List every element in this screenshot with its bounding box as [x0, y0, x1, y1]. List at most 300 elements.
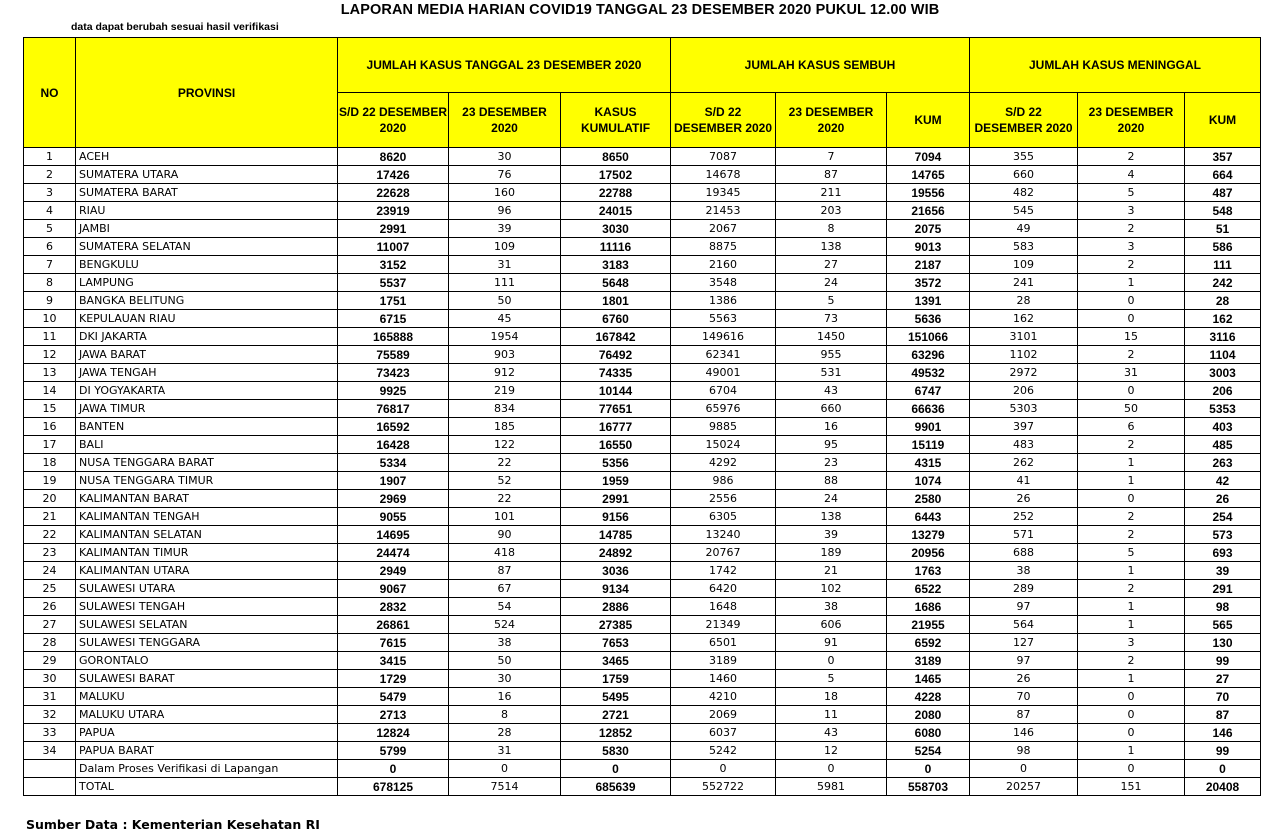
kasus-sd22-cell: 16428	[338, 436, 449, 454]
kasus-23des-cell: 30	[449, 670, 561, 688]
meninggal-kum-cell: 28	[1185, 292, 1261, 310]
table-row	[24, 436, 1261, 454]
sembuh-23des-cell: 955	[776, 346, 887, 364]
kasus-kumulatif-cell: 9134	[561, 580, 671, 598]
kasus-23des-cell: 524	[449, 616, 561, 634]
meninggal-kum-cell: 242	[1185, 274, 1261, 292]
sembuh-sd22-cell: 552722	[671, 778, 776, 796]
header-kasus-sd22: S/D 22 DESEMBER 2020	[338, 93, 449, 148]
meninggal-23des-cell: 2	[1078, 148, 1185, 166]
row-number-cell: 3	[24, 184, 76, 202]
row-number-cell	[24, 778, 76, 796]
sembuh-23des-cell: 7	[776, 148, 887, 166]
kasus-23des-cell: 122	[449, 436, 561, 454]
kasus-23des-cell: 1954	[449, 328, 561, 346]
kasus-sd22-cell: 76817	[338, 400, 449, 418]
header-kasus-23des: 23 DESEMBER 2020	[449, 93, 561, 148]
meninggal-kum-cell: 487	[1185, 184, 1261, 202]
meninggal-sd22-cell: 688	[970, 544, 1078, 562]
kasus-kumulatif-cell: 24015	[561, 202, 671, 220]
header-kasus-kumulatif: KASUS KUMULATIF	[561, 93, 671, 148]
meninggal-kum-cell: 254	[1185, 508, 1261, 526]
sembuh-23des-cell: 43	[776, 382, 887, 400]
sembuh-sd22-cell: 2556	[671, 490, 776, 508]
meninggal-sd22-cell: 355	[970, 148, 1078, 166]
sembuh-23des-cell: 138	[776, 508, 887, 526]
row-number-cell: 1	[24, 148, 76, 166]
sembuh-sd22-cell: 9885	[671, 418, 776, 436]
sembuh-sd22-cell: 149616	[671, 328, 776, 346]
kasus-sd22-cell: 11007	[338, 238, 449, 256]
meninggal-kum-cell: 357	[1185, 148, 1261, 166]
table-row	[24, 688, 1261, 706]
row-number-cell: 10	[24, 310, 76, 328]
meninggal-kum-cell: 99	[1185, 742, 1261, 760]
sembuh-kum-cell: 2187	[887, 256, 970, 274]
meninggal-23des-cell: 1	[1078, 598, 1185, 616]
kasus-sd22-cell: 9925	[338, 382, 449, 400]
kasus-kumulatif-cell: 77651	[561, 400, 671, 418]
kasus-sd22-cell: 1907	[338, 472, 449, 490]
table-row	[24, 148, 1261, 166]
sembuh-kum-cell: 3572	[887, 274, 970, 292]
meninggal-kum-cell: 162	[1185, 310, 1261, 328]
meninggal-23des-cell: 0	[1078, 310, 1185, 328]
table-row	[24, 526, 1261, 544]
sembuh-sd22-cell: 62341	[671, 346, 776, 364]
row-number-cell: 23	[24, 544, 76, 562]
province-name-cell: SULAWESI TENGAH	[76, 598, 338, 616]
header-meninggal-23des: 23 DESEMBER 2020	[1078, 93, 1185, 148]
province-name-cell: PAPUA BARAT	[76, 742, 338, 760]
kasus-sd22-cell: 5799	[338, 742, 449, 760]
meninggal-kum-cell: 26	[1185, 490, 1261, 508]
meninggal-23des-cell: 5	[1078, 544, 1185, 562]
row-number-cell: 5	[24, 220, 76, 238]
meninggal-23des-cell: 3	[1078, 238, 1185, 256]
meninggal-kum-cell: 70	[1185, 688, 1261, 706]
table-row	[24, 202, 1261, 220]
meninggal-23des-cell: 0	[1078, 706, 1185, 724]
sembuh-sd22-cell: 1386	[671, 292, 776, 310]
kasus-23des-cell: 834	[449, 400, 561, 418]
kasus-kumulatif-cell: 685639	[561, 778, 671, 796]
kasus-kumulatif-cell: 27385	[561, 616, 671, 634]
meninggal-kum-cell: 111	[1185, 256, 1261, 274]
table-row	[24, 724, 1261, 742]
meninggal-sd22-cell: 583	[970, 238, 1078, 256]
sembuh-kum-cell: 19556	[887, 184, 970, 202]
sembuh-23des-cell: 12	[776, 742, 887, 760]
meninggal-sd22-cell: 0	[970, 760, 1078, 778]
kasus-kumulatif-cell: 10144	[561, 382, 671, 400]
kasus-23des-cell: 903	[449, 346, 561, 364]
table-row	[24, 238, 1261, 256]
sembuh-sd22-cell: 0	[671, 760, 776, 778]
province-name-cell: BANTEN	[76, 418, 338, 436]
header-meninggal-kum: KUM	[1185, 93, 1261, 148]
kasus-kumulatif-cell: 12852	[561, 724, 671, 742]
table-row	[24, 418, 1261, 436]
sembuh-sd22-cell: 19345	[671, 184, 776, 202]
kasus-23des-cell: 96	[449, 202, 561, 220]
meninggal-sd22-cell: 28	[970, 292, 1078, 310]
meninggal-23des-cell: 1	[1078, 670, 1185, 688]
kasus-23des-cell: 0	[449, 760, 561, 778]
table-row	[24, 292, 1261, 310]
meninggal-kum-cell: 130	[1185, 634, 1261, 652]
sembuh-23des-cell: 531	[776, 364, 887, 382]
kasus-kumulatif-cell: 5648	[561, 274, 671, 292]
header-group-kasus: JUMLAH KASUS TANGGAL 23 DESEMBER 2020	[338, 38, 671, 93]
kasus-23des-cell: 912	[449, 364, 561, 382]
kasus-23des-cell: 160	[449, 184, 561, 202]
sembuh-sd22-cell: 6420	[671, 580, 776, 598]
row-number-cell: 28	[24, 634, 76, 652]
kasus-sd22-cell: 165888	[338, 328, 449, 346]
table-row	[24, 490, 1261, 508]
province-name-cell: KALIMANTAN SELATAN	[76, 526, 338, 544]
kasus-sd22-cell: 1751	[338, 292, 449, 310]
sembuh-23des-cell: 43	[776, 724, 887, 742]
kasus-kumulatif-cell: 17502	[561, 166, 671, 184]
kasus-sd22-cell: 12824	[338, 724, 449, 742]
province-name-cell: Dalam Proses Verifikasi di Lapangan	[76, 760, 338, 778]
sembuh-sd22-cell: 13240	[671, 526, 776, 544]
kasus-kumulatif-cell: 3183	[561, 256, 671, 274]
kasus-sd22-cell: 17426	[338, 166, 449, 184]
row-number-cell: 15	[24, 400, 76, 418]
sembuh-23des-cell: 5	[776, 670, 887, 688]
province-name-cell: NUSA TENGGARA BARAT	[76, 454, 338, 472]
meninggal-kum-cell: 42	[1185, 472, 1261, 490]
sembuh-sd22-cell: 4292	[671, 454, 776, 472]
sembuh-23des-cell: 0	[776, 760, 887, 778]
row-number-cell: 2	[24, 166, 76, 184]
meninggal-23des-cell: 2	[1078, 346, 1185, 364]
sembuh-sd22-cell: 4210	[671, 688, 776, 706]
sembuh-kum-cell: 13279	[887, 526, 970, 544]
table-row	[24, 580, 1261, 598]
sembuh-23des-cell: 39	[776, 526, 887, 544]
province-name-cell: LAMPUNG	[76, 274, 338, 292]
sembuh-kum-cell: 6592	[887, 634, 970, 652]
sembuh-kum-cell: 9013	[887, 238, 970, 256]
sembuh-sd22-cell: 20767	[671, 544, 776, 562]
kasus-sd22-cell: 26861	[338, 616, 449, 634]
meninggal-kum-cell: 146	[1185, 724, 1261, 742]
row-number-cell: 30	[24, 670, 76, 688]
sembuh-kum-cell: 2075	[887, 220, 970, 238]
meninggal-sd22-cell: 2972	[970, 364, 1078, 382]
meninggal-23des-cell: 5	[1078, 184, 1185, 202]
province-name-cell: PAPUA	[76, 724, 338, 742]
province-name-cell: TOTAL	[76, 778, 338, 796]
sembuh-kum-cell: 5254	[887, 742, 970, 760]
sembuh-sd22-cell: 1460	[671, 670, 776, 688]
table-row	[24, 274, 1261, 292]
table-row	[24, 400, 1261, 418]
sembuh-23des-cell: 5981	[776, 778, 887, 796]
meninggal-sd22-cell: 70	[970, 688, 1078, 706]
meninggal-23des-cell: 6	[1078, 418, 1185, 436]
province-name-cell: SULAWESI BARAT	[76, 670, 338, 688]
meninggal-sd22-cell: 571	[970, 526, 1078, 544]
meninggal-23des-cell: 2	[1078, 436, 1185, 454]
table-row	[24, 256, 1261, 274]
sembuh-sd22-cell: 65976	[671, 400, 776, 418]
kasus-kumulatif-cell: 2886	[561, 598, 671, 616]
sembuh-23des-cell: 73	[776, 310, 887, 328]
kasus-sd22-cell: 7615	[338, 634, 449, 652]
meninggal-23des-cell: 0	[1078, 760, 1185, 778]
kasus-kumulatif-cell: 16550	[561, 436, 671, 454]
row-number-cell: 33	[24, 724, 76, 742]
meninggal-23des-cell: 1	[1078, 454, 1185, 472]
row-number-cell: 24	[24, 562, 76, 580]
meninggal-kum-cell: 3003	[1185, 364, 1261, 382]
meninggal-23des-cell: 1	[1078, 274, 1185, 292]
data-source: Sumber Data : Kementerian Kesehatan RI	[26, 817, 320, 832]
kasus-sd22-cell: 5537	[338, 274, 449, 292]
row-number-cell: 31	[24, 688, 76, 706]
sembuh-23des-cell: 211	[776, 184, 887, 202]
meninggal-sd22-cell: 397	[970, 418, 1078, 436]
province-name-cell: JAWA BARAT	[76, 346, 338, 364]
sembuh-23des-cell: 606	[776, 616, 887, 634]
sembuh-kum-cell: 66636	[887, 400, 970, 418]
kasus-sd22-cell: 2713	[338, 706, 449, 724]
meninggal-23des-cell: 2	[1078, 508, 1185, 526]
meninggal-sd22-cell: 482	[970, 184, 1078, 202]
kasus-23des-cell: 109	[449, 238, 561, 256]
province-name-cell: KALIMANTAN BARAT	[76, 490, 338, 508]
meninggal-23des-cell: 50	[1078, 400, 1185, 418]
kasus-kumulatif-cell: 5830	[561, 742, 671, 760]
province-name-cell: SUMATERA UTARA	[76, 166, 338, 184]
sembuh-23des-cell: 16	[776, 418, 887, 436]
sembuh-sd22-cell: 21453	[671, 202, 776, 220]
table-row	[24, 652, 1261, 670]
sembuh-kum-cell: 558703	[887, 778, 970, 796]
table-row	[24, 472, 1261, 490]
meninggal-sd22-cell: 483	[970, 436, 1078, 454]
meninggal-sd22-cell: 162	[970, 310, 1078, 328]
meninggal-kum-cell: 693	[1185, 544, 1261, 562]
sembuh-kum-cell: 2580	[887, 490, 970, 508]
province-name-cell: JAWA TIMUR	[76, 400, 338, 418]
kasus-23des-cell: 7514	[449, 778, 561, 796]
meninggal-23des-cell: 1	[1078, 562, 1185, 580]
kasus-kumulatif-cell: 14785	[561, 526, 671, 544]
kasus-sd22-cell: 678125	[338, 778, 449, 796]
table-row	[24, 598, 1261, 616]
sembuh-sd22-cell: 5242	[671, 742, 776, 760]
kasus-23des-cell: 31	[449, 256, 561, 274]
meninggal-kum-cell: 548	[1185, 202, 1261, 220]
sembuh-kum-cell: 4315	[887, 454, 970, 472]
province-name-cell: KALIMANTAN UTARA	[76, 562, 338, 580]
kasus-23des-cell: 22	[449, 454, 561, 472]
sembuh-kum-cell: 1763	[887, 562, 970, 580]
row-number-cell: 8	[24, 274, 76, 292]
row-number-cell: 12	[24, 346, 76, 364]
kasus-kumulatif-cell: 11116	[561, 238, 671, 256]
meninggal-sd22-cell: 206	[970, 382, 1078, 400]
row-number-cell: 11	[24, 328, 76, 346]
province-name-cell: MALUKU UTARA	[76, 706, 338, 724]
table-row	[24, 742, 1261, 760]
meninggal-kum-cell: 51	[1185, 220, 1261, 238]
sembuh-23des-cell: 0	[776, 652, 887, 670]
sembuh-23des-cell: 88	[776, 472, 887, 490]
sembuh-sd22-cell: 3189	[671, 652, 776, 670]
table-row	[24, 184, 1261, 202]
sembuh-23des-cell: 11	[776, 706, 887, 724]
meninggal-23des-cell: 2	[1078, 220, 1185, 238]
meninggal-kum-cell: 573	[1185, 526, 1261, 544]
sembuh-sd22-cell: 986	[671, 472, 776, 490]
kasus-sd22-cell: 9067	[338, 580, 449, 598]
kasus-sd22-cell: 8620	[338, 148, 449, 166]
meninggal-sd22-cell: 97	[970, 598, 1078, 616]
meninggal-sd22-cell: 545	[970, 202, 1078, 220]
kasus-23des-cell: 8	[449, 706, 561, 724]
kasus-23des-cell: 76	[449, 166, 561, 184]
sembuh-sd22-cell: 14678	[671, 166, 776, 184]
kasus-kumulatif-cell: 2721	[561, 706, 671, 724]
meninggal-kum-cell: 3116	[1185, 328, 1261, 346]
sembuh-kum-cell: 21656	[887, 202, 970, 220]
sembuh-23des-cell: 27	[776, 256, 887, 274]
sembuh-kum-cell: 1074	[887, 472, 970, 490]
meninggal-23des-cell: 151	[1078, 778, 1185, 796]
header-group-sembuh: JUMLAH KASUS SEMBUH	[671, 38, 970, 93]
meninggal-sd22-cell: 41	[970, 472, 1078, 490]
sembuh-sd22-cell: 49001	[671, 364, 776, 382]
table-row	[24, 778, 1261, 796]
province-name-cell: ACEH	[76, 148, 338, 166]
kasus-sd22-cell: 1729	[338, 670, 449, 688]
kasus-sd22-cell: 14695	[338, 526, 449, 544]
meninggal-sd22-cell: 127	[970, 634, 1078, 652]
meninggal-sd22-cell: 146	[970, 724, 1078, 742]
header-sembuh-23des: 23 DESEMBER 2020	[776, 93, 887, 148]
sembuh-sd22-cell: 3548	[671, 274, 776, 292]
sembuh-kum-cell: 14765	[887, 166, 970, 184]
sembuh-sd22-cell: 6704	[671, 382, 776, 400]
sembuh-kum-cell: 1391	[887, 292, 970, 310]
report-title: LAPORAN MEDIA HARIAN COVID19 TANGGAL 23 DESEMBER 2020 PUKUL 12.00 WIB	[340, 2, 940, 18]
kasus-sd22-cell: 3415	[338, 652, 449, 670]
row-number-cell: 18	[24, 454, 76, 472]
kasus-23des-cell: 31	[449, 742, 561, 760]
meninggal-sd22-cell: 1102	[970, 346, 1078, 364]
kasus-kumulatif-cell: 5356	[561, 454, 671, 472]
table-row	[24, 454, 1261, 472]
kasus-kumulatif-cell: 3030	[561, 220, 671, 238]
sembuh-kum-cell: 2080	[887, 706, 970, 724]
meninggal-sd22-cell: 97	[970, 652, 1078, 670]
table-row	[24, 328, 1261, 346]
kasus-sd22-cell: 2949	[338, 562, 449, 580]
meninggal-kum-cell: 0	[1185, 760, 1261, 778]
kasus-23des-cell: 30	[449, 148, 561, 166]
meninggal-sd22-cell: 87	[970, 706, 1078, 724]
kasus-sd22-cell: 75589	[338, 346, 449, 364]
table-row	[24, 634, 1261, 652]
meninggal-kum-cell: 39	[1185, 562, 1261, 580]
kasus-23des-cell: 111	[449, 274, 561, 292]
sembuh-23des-cell: 38	[776, 598, 887, 616]
table-row	[24, 562, 1261, 580]
table-row	[24, 166, 1261, 184]
table-row	[24, 760, 1261, 778]
meninggal-kum-cell: 403	[1185, 418, 1261, 436]
meninggal-23des-cell: 2	[1078, 580, 1185, 598]
meninggal-sd22-cell: 26	[970, 490, 1078, 508]
province-name-cell: KEPULAUAN RIAU	[76, 310, 338, 328]
kasus-sd22-cell: 5479	[338, 688, 449, 706]
sembuh-23des-cell: 660	[776, 400, 887, 418]
meninggal-23des-cell: 0	[1078, 490, 1185, 508]
kasus-sd22-cell: 6715	[338, 310, 449, 328]
kasus-23des-cell: 418	[449, 544, 561, 562]
row-number-cell: 20	[24, 490, 76, 508]
row-number-cell: 26	[24, 598, 76, 616]
meninggal-23des-cell: 2	[1078, 526, 1185, 544]
meninggal-sd22-cell: 98	[970, 742, 1078, 760]
sembuh-kum-cell: 49532	[887, 364, 970, 382]
sembuh-kum-cell: 3189	[887, 652, 970, 670]
meninggal-23des-cell: 0	[1078, 292, 1185, 310]
kasus-sd22-cell: 73423	[338, 364, 449, 382]
sembuh-sd22-cell: 6305	[671, 508, 776, 526]
sembuh-sd22-cell: 2067	[671, 220, 776, 238]
kasus-kumulatif-cell: 6760	[561, 310, 671, 328]
province-name-cell: NUSA TENGGARA TIMUR	[76, 472, 338, 490]
kasus-kumulatif-cell: 74335	[561, 364, 671, 382]
meninggal-sd22-cell: 289	[970, 580, 1078, 598]
sembuh-23des-cell: 21	[776, 562, 887, 580]
row-number-cell: 22	[24, 526, 76, 544]
kasus-sd22-cell: 16592	[338, 418, 449, 436]
sembuh-sd22-cell: 1648	[671, 598, 776, 616]
header-sembuh-sd22: S/D 22 DESEMBER 2020	[671, 93, 776, 148]
kasus-sd22-cell: 2832	[338, 598, 449, 616]
kasus-sd22-cell: 22628	[338, 184, 449, 202]
province-name-cell: SUMATERA BARAT	[76, 184, 338, 202]
sembuh-23des-cell: 95	[776, 436, 887, 454]
table-row	[24, 508, 1261, 526]
kasus-sd22-cell: 5334	[338, 454, 449, 472]
kasus-23des-cell: 50	[449, 292, 561, 310]
kasus-sd22-cell: 23919	[338, 202, 449, 220]
kasus-kumulatif-cell: 16777	[561, 418, 671, 436]
kasus-kumulatif-cell: 3036	[561, 562, 671, 580]
table-body	[24, 148, 1261, 796]
province-name-cell: SULAWESI SELATAN	[76, 616, 338, 634]
meninggal-23des-cell: 2	[1078, 652, 1185, 670]
meninggal-kum-cell: 1104	[1185, 346, 1261, 364]
meninggal-kum-cell: 87	[1185, 706, 1261, 724]
province-name-cell: KALIMANTAN TENGAH	[76, 508, 338, 526]
row-number-cell: 13	[24, 364, 76, 382]
kasus-kumulatif-cell: 1959	[561, 472, 671, 490]
kasus-sd22-cell: 2969	[338, 490, 449, 508]
row-number-cell: 14	[24, 382, 76, 400]
meninggal-kum-cell: 586	[1185, 238, 1261, 256]
